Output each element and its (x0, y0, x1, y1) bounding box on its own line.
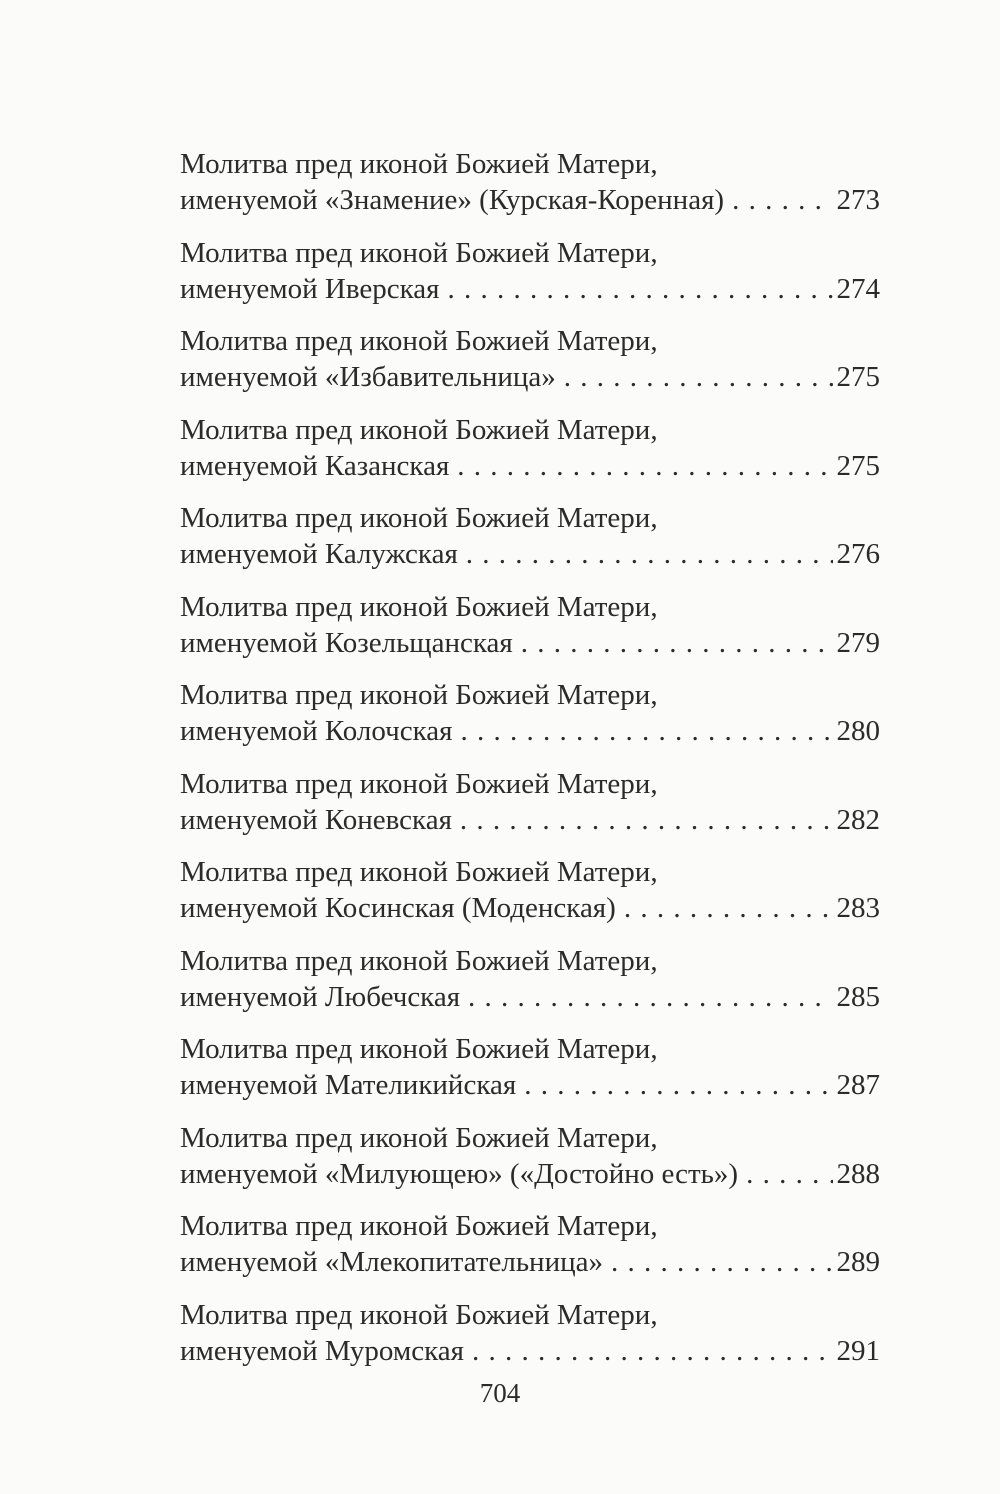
toc-entry-title-line1: Молитва пред иконой Божией Матери, (180, 944, 658, 977)
toc-entry-page-number: 282 (836, 803, 880, 836)
toc-entry (180, 1120, 880, 1209)
toc-entry-title-line1: Молитва пред иконой Божией Матери, (180, 679, 658, 711)
dot-leader (521, 625, 833, 661)
toc-entry-title-line2: именуемой Казанская (180, 449, 450, 482)
table-of-contents (180, 146, 880, 1385)
toc-entry-title-line2-row (180, 448, 880, 484)
toc-entry-title-line1: Молитва пред иконой Божией Матери, (180, 413, 658, 446)
dot-leader (746, 1156, 832, 1192)
toc-entry (180, 235, 880, 324)
toc-entry (180, 500, 880, 589)
dot-leader (732, 182, 832, 218)
toc-entry-title-line2: именуемой Иверская (180, 272, 440, 305)
toc-entry-title-line2: именуемой «Знамение» (Курская-Коренная) (180, 184, 725, 216)
toc-entry-page-number: 275 (836, 361, 880, 393)
toc-entry-page-number: 288 (836, 1157, 880, 1190)
toc-entry-title-line2: именуемой Колочская (180, 715, 453, 747)
toc-entry-title-line2-row (180, 1244, 880, 1280)
toc-entry-title-line2-row (180, 1156, 880, 1192)
toc-entry (180, 854, 880, 943)
toc-entry-page-number: 287 (836, 1069, 880, 1101)
page-number-footer: 704 (479, 1378, 521, 1408)
toc-entry-page-number: 276 (836, 538, 880, 570)
toc-entry-page-number: 289 (836, 1246, 880, 1278)
toc-entry (180, 1031, 880, 1120)
toc-entry-title-line2-row (180, 1333, 880, 1369)
toc-entry (180, 412, 880, 501)
toc-entry-title-line2-row (180, 802, 880, 838)
toc-entry-title-line2: именуемой Калужская (180, 538, 458, 570)
toc-entry-title-line1: Молитва пред иконой Божией Матери, (180, 502, 658, 534)
dot-leader (524, 1067, 832, 1103)
dot-leader (460, 713, 832, 749)
toc-entry-title-line1: Молитва пред иконой Божией Матери, (180, 856, 658, 888)
toc-entry-page-number: 285 (836, 980, 880, 1013)
toc-entry-page-number: 273 (836, 184, 880, 216)
toc-entry (180, 323, 880, 412)
toc-entry-page-number: 275 (836, 449, 880, 482)
toc-entry-page-number: 283 (836, 892, 880, 924)
toc-entry-title-line2: именуемой Коневская (180, 803, 452, 836)
dot-leader (611, 1244, 833, 1280)
toc-entry-title-line1: Молитва пред иконой Божией Матери, (180, 767, 658, 800)
dot-leader (466, 536, 833, 572)
dot-leader (624, 890, 833, 926)
toc-entry-title-line2-row (180, 536, 880, 572)
toc-entry-title-line2-row (180, 359, 880, 395)
toc-entry-title-line1: Молитва пред иконой Божией Матери, (180, 325, 658, 357)
toc-entry-page-number: 279 (836, 626, 880, 659)
toc-entry (180, 1297, 880, 1386)
toc-entry-title-line2-row (180, 1067, 880, 1103)
toc-entry-title-line2: именуемой Косинская (Моденская) (180, 892, 616, 924)
toc-entry-title-line1: Молитва пред иконой Божией Матери, (180, 590, 658, 623)
toc-entry (180, 1208, 880, 1297)
toc-entry-title-line1: Молитва пред иконой Божией Матери, (180, 236, 658, 269)
toc-entry-title-line2: именуемой «Млекопитательница» (180, 1246, 603, 1278)
toc-entry-title-line2: именуемой Мателикийская (180, 1069, 517, 1101)
toc-entry-title-line2: именуемой Любечская (180, 980, 461, 1013)
toc-entry-title-line2: именуемой «Милующею» («Достойно есть») (180, 1157, 739, 1190)
toc-entry-title-line1: Молитва пред иконой Божией Матери, (180, 1210, 658, 1242)
dot-leader (468, 979, 832, 1015)
toc-entry (180, 589, 880, 678)
toc-entry (180, 146, 880, 235)
toc-entry (180, 943, 880, 1032)
toc-entry-title-line1: Молитва пред иконой Божией Матери, (180, 1033, 658, 1065)
toc-entry-title-line2-row (180, 713, 880, 749)
dot-leader (447, 271, 832, 307)
toc-entry-title-line2-row (180, 182, 880, 218)
dot-leader (460, 802, 833, 838)
toc-entry-page-number: 274 (836, 272, 880, 305)
dot-leader (472, 1333, 833, 1369)
toc-entry-title-line1: Молитва пред иконой Божией Матери, (180, 148, 658, 180)
toc-entry-title-line2-row (180, 271, 880, 307)
dot-leader (564, 359, 833, 395)
toc-entry-title-line2: именуемой Козельщанская (180, 626, 513, 659)
toc-entry-title-line1: Молитва пред иконой Божией Матери, (180, 1298, 658, 1331)
toc-entry-page-number: 291 (836, 1334, 880, 1367)
toc-entry-title-line2-row (180, 979, 880, 1015)
toc-entry (180, 677, 880, 766)
dot-leader (457, 448, 832, 484)
toc-entry-title-line2: именуемой Муромская (180, 1334, 464, 1367)
toc-entry (180, 766, 880, 855)
toc-entry-title-line1: Молитва пред иконой Божией Матери, (180, 1121, 658, 1154)
toc-entry-title-line2-row (180, 890, 880, 926)
toc-entry-title-line2-row (180, 625, 880, 661)
toc-entry-page-number: 280 (836, 715, 880, 747)
toc-entry-title-line2: именуемой «Избавительница» (180, 361, 556, 393)
